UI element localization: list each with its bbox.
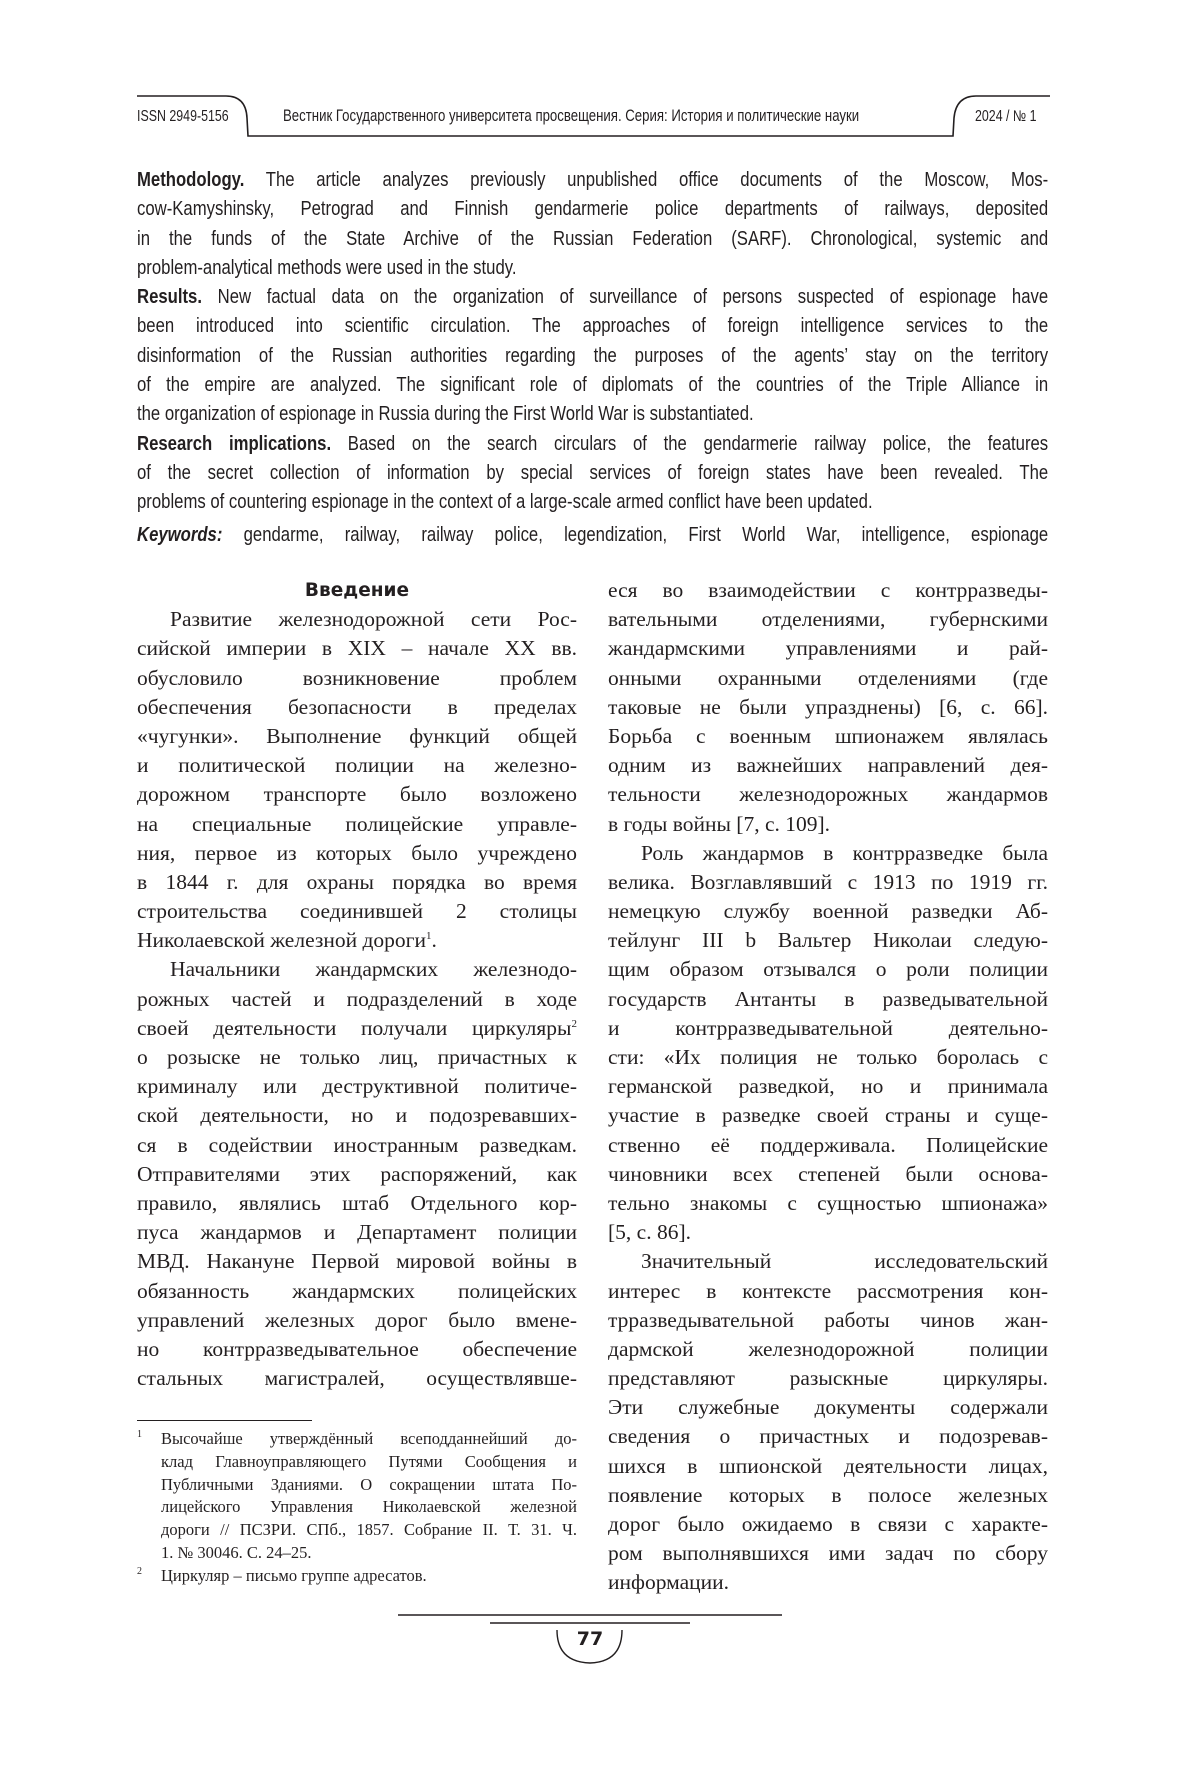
text-span: . <box>431 928 437 953</box>
text-line: в 1844 г. для охраны порядка во время <box>137 869 577 894</box>
paragraph <box>137 605 577 955</box>
text-line: тейлунг III b Вальтер Николаи следую- <box>608 928 1048 953</box>
text-line: обязанность жандармских полицейских <box>137 1278 577 1303</box>
text-line: сведения о причастных и подозревав- <box>608 1424 1048 1449</box>
text-line: чиновники всех степеней были основа- <box>608 1161 1048 1186</box>
body-column-right <box>608 576 1048 1598</box>
text-line: информации. <box>608 1570 730 1595</box>
text-line: Борьба с военным шпионажем являлась <box>608 723 1048 748</box>
text-line: появление которых в полосе железных <box>608 1482 1048 1507</box>
paragraph <box>608 839 1048 1248</box>
text-line: сти: «Их полиция не только боролась с <box>608 1045 1048 1069</box>
text-line: тельности железнодорожных жандармов <box>608 782 1048 807</box>
text-line: немецкую службу военной разведки Аб- <box>608 899 1048 924</box>
text-line: на специальные полицейские управле- <box>137 811 577 836</box>
text-line: государств Антанты в разведывательной <box>608 986 1048 1011</box>
text-line: лицейского Управления Николаевской железной <box>161 1497 577 1517</box>
text-line: ственно её поддерживала. Полицейские <box>608 1132 1048 1157</box>
text-line: вательными отделениями, губернскими <box>608 607 1048 632</box>
footnote-1 <box>137 1428 577 1565</box>
text-line: ром выполнявшихся ими задач по сбору <box>608 1541 1048 1566</box>
running-header-frame <box>0 0 1200 160</box>
text-line: Высочайше утверждённый всеподданнейший до- <box>161 1429 577 1448</box>
text-line: в годы войны [7, с. 109]. <box>608 811 831 836</box>
footnote-number: 2 <box>137 1565 142 1577</box>
text-line: шихся в шпионской деятельности лицах, <box>608 1453 1048 1478</box>
text-line: трразведывательной работы чинов жан- <box>608 1307 1048 1332</box>
text-line: управлений железных дорог было вмене- <box>137 1307 577 1332</box>
text-line: Значительный исследовательский <box>641 1249 1048 1274</box>
text-line: криминалу или деструктивной политиче- <box>137 1074 577 1099</box>
text-line: жандармскими управлениями и рай- <box>608 636 1048 661</box>
keywords-line <box>137 520 1048 549</box>
header-issue: 2024 / № 1 <box>975 108 1037 125</box>
text-line: [5, с. 86]. <box>608 1220 691 1245</box>
text-line: дорожном транспорте было возложено <box>137 782 577 807</box>
text-line: of the empire are analyzed. The significant role of diplomats of the countries of the Triple Alliance in <box>137 373 1049 397</box>
text-line: been introduced into scientific circulation. The approaches of foreign intelligence services to the <box>137 314 1049 338</box>
section-heading-introduction: Введение <box>304 580 410 601</box>
footnotes-section <box>137 1428 577 1588</box>
text-line: Циркуляр – письмо группе адресатов. <box>161 1565 427 1585</box>
research-implications-label: Research implications. <box>137 431 332 455</box>
text-line: ся в содействии иностранным разведкам. <box>137 1132 577 1157</box>
text-line: «чугунки». Выполнение функций общей <box>137 723 577 748</box>
text-line: Роль жандармов в контрразведке была <box>641 840 1048 865</box>
results-label: Results. <box>137 285 202 309</box>
text-line: ской деятельности, но и подозревавших- <box>137 1103 577 1128</box>
text-line: Публичными Зданиями. О сокращении штата По- <box>161 1474 577 1494</box>
footnote-ref-2[interactable]: 2 <box>571 1017 577 1030</box>
text-line: пуса жандармов и Департамент полиции <box>137 1220 577 1245</box>
text-line: о розыске не только лиц, причастных к <box>137 1045 577 1069</box>
text-line: клад Главноуправляющего Путями Сообщения и <box>161 1451 577 1471</box>
text-line: дороги // ПСЗРИ. СПб., 1857. Собрание II. Т. 31. Ч. <box>161 1520 577 1540</box>
footnote-2 <box>137 1565 577 1588</box>
text-line: тельно знакомы с сущностью шпионажа» <box>608 1190 1048 1215</box>
text-line: рожных частей и подразделений в ходе <box>137 986 577 1011</box>
text-line: одним из важнейших направлений дея- <box>608 753 1048 778</box>
text-line: Развитие железнодорожной сети Рос- <box>170 607 577 632</box>
text-line: 1. № 30046. С. 24–25. <box>161 1542 312 1562</box>
text-line: МВД. Накануне Первой мировой войны в <box>137 1249 577 1274</box>
paragraph <box>608 576 1048 839</box>
text-line: правило, являлись штаб Отдельного кор- <box>137 1190 577 1215</box>
text-line: дорог было ожидаемо в связи с характе- <box>608 1512 1048 1536</box>
text-line: disinformation of the Russian authorities regarding the purposes of the agents’ stay on the territory <box>137 343 1049 367</box>
text-line <box>137 926 577 955</box>
text-line: of the secret collection of information by special services of foreign states have been revealed. The <box>137 460 1049 484</box>
text-line: cow-Kamyshinsky, Petrograd and Finnish gendarmerie police departments of railways, deposited <box>137 197 1049 221</box>
text-line: щим образом отзывался о роли полиции <box>608 957 1048 982</box>
text-line: ния, первое из которых было учреждено <box>137 840 577 865</box>
text-line: интерес в контексте рассмотрения кон- <box>608 1278 1048 1303</box>
text-line: представляют разыскные циркуляры. <box>608 1366 1048 1391</box>
text-line: и политической полиции на железно- <box>137 753 577 778</box>
text-line: онными охранными отделениями (где <box>608 665 1048 690</box>
text-line: Начальники жандармских железнодо- <box>170 957 577 982</box>
text-line: problem-analytical methods were used in the study. <box>137 255 517 279</box>
text-line: problems of countering espionage in the context of a large-scale armed conflict have been updated. <box>137 490 873 514</box>
results-paragraph <box>137 282 1048 428</box>
text-line: Based on the search circulars of the gendarmerie railway police, the features <box>331 431 1049 455</box>
text-line: велика. Возглавлявший с 1913 по 1919 гг. <box>608 869 1048 894</box>
text-span: Николаевской железной дороги <box>137 928 427 953</box>
methodology-label: Methodology. <box>137 168 245 191</box>
research-implications-paragraph <box>137 429 1048 517</box>
text-line: Эти служебные документы содержали <box>608 1395 1048 1420</box>
keywords-label: Keywords: <box>137 522 223 546</box>
footnote-separator <box>137 1420 312 1421</box>
text-line: дармской железнодорожной полиции <box>608 1336 1048 1361</box>
methodology-paragraph <box>137 165 1048 282</box>
footnote-ref-1[interactable]: 1 <box>426 930 432 943</box>
paragraph <box>608 1247 1048 1597</box>
text-line: стальных магистралей, осуществлявше- <box>137 1366 577 1391</box>
text-line: Отправителями этих распоряжений, как <box>137 1161 577 1186</box>
header-journal-title: Вестник Государственного университета просвещения. Серия: История и политические науки <box>283 107 860 125</box>
text-line: германской разведкой, но и принимала <box>608 1074 1048 1099</box>
text-line: The article analyzes previously unpublished office documents of the Moscow, Mos- <box>244 168 1049 191</box>
page-number: 77 <box>576 1628 604 1650</box>
text-line: обусловило возникновение проблем <box>137 665 577 690</box>
text-line: таковые не были упразднены) [6, с. 66]. <box>608 694 1048 719</box>
paragraph <box>137 955 577 1393</box>
text-line: еся во взаимодействии с контрразведы- <box>608 578 1048 602</box>
text-line: the organization of espionage in Russia during the First World War is substantiated. <box>137 402 754 426</box>
text-line <box>137 1014 577 1043</box>
footnote-number: 1 <box>137 1429 142 1440</box>
text-line: in the funds of the State Archive of the Russian Federation (SARF). Chronological, systemic and <box>137 226 1049 250</box>
text-span: своей деятельности получали циркуляры <box>137 1015 572 1040</box>
text-line: участие в разведке своей страны и суще- <box>608 1103 1048 1128</box>
text-line: сийской империи в XIX – начале XX вв. <box>137 636 577 661</box>
text-line: обеспечения безопасности в пределах <box>137 694 577 719</box>
text-line: но контрразведывательное обеспечение <box>137 1336 577 1361</box>
text-line: и контрразведывательной деятельно- <box>608 1015 1048 1040</box>
abstract-section <box>137 165 1048 549</box>
body-column-left <box>137 576 577 1393</box>
text-line: New factual data on the organization of surveillance of persons suspected of espionage have <box>201 285 1049 309</box>
header-issn: ISSN 2949-5156 <box>137 108 229 125</box>
keywords-text: gendarme, railway, railway police, legendization, First World War, intelligence, espionage <box>222 522 1049 546</box>
text-line: строительства соединившей 2 столицы <box>137 899 577 924</box>
